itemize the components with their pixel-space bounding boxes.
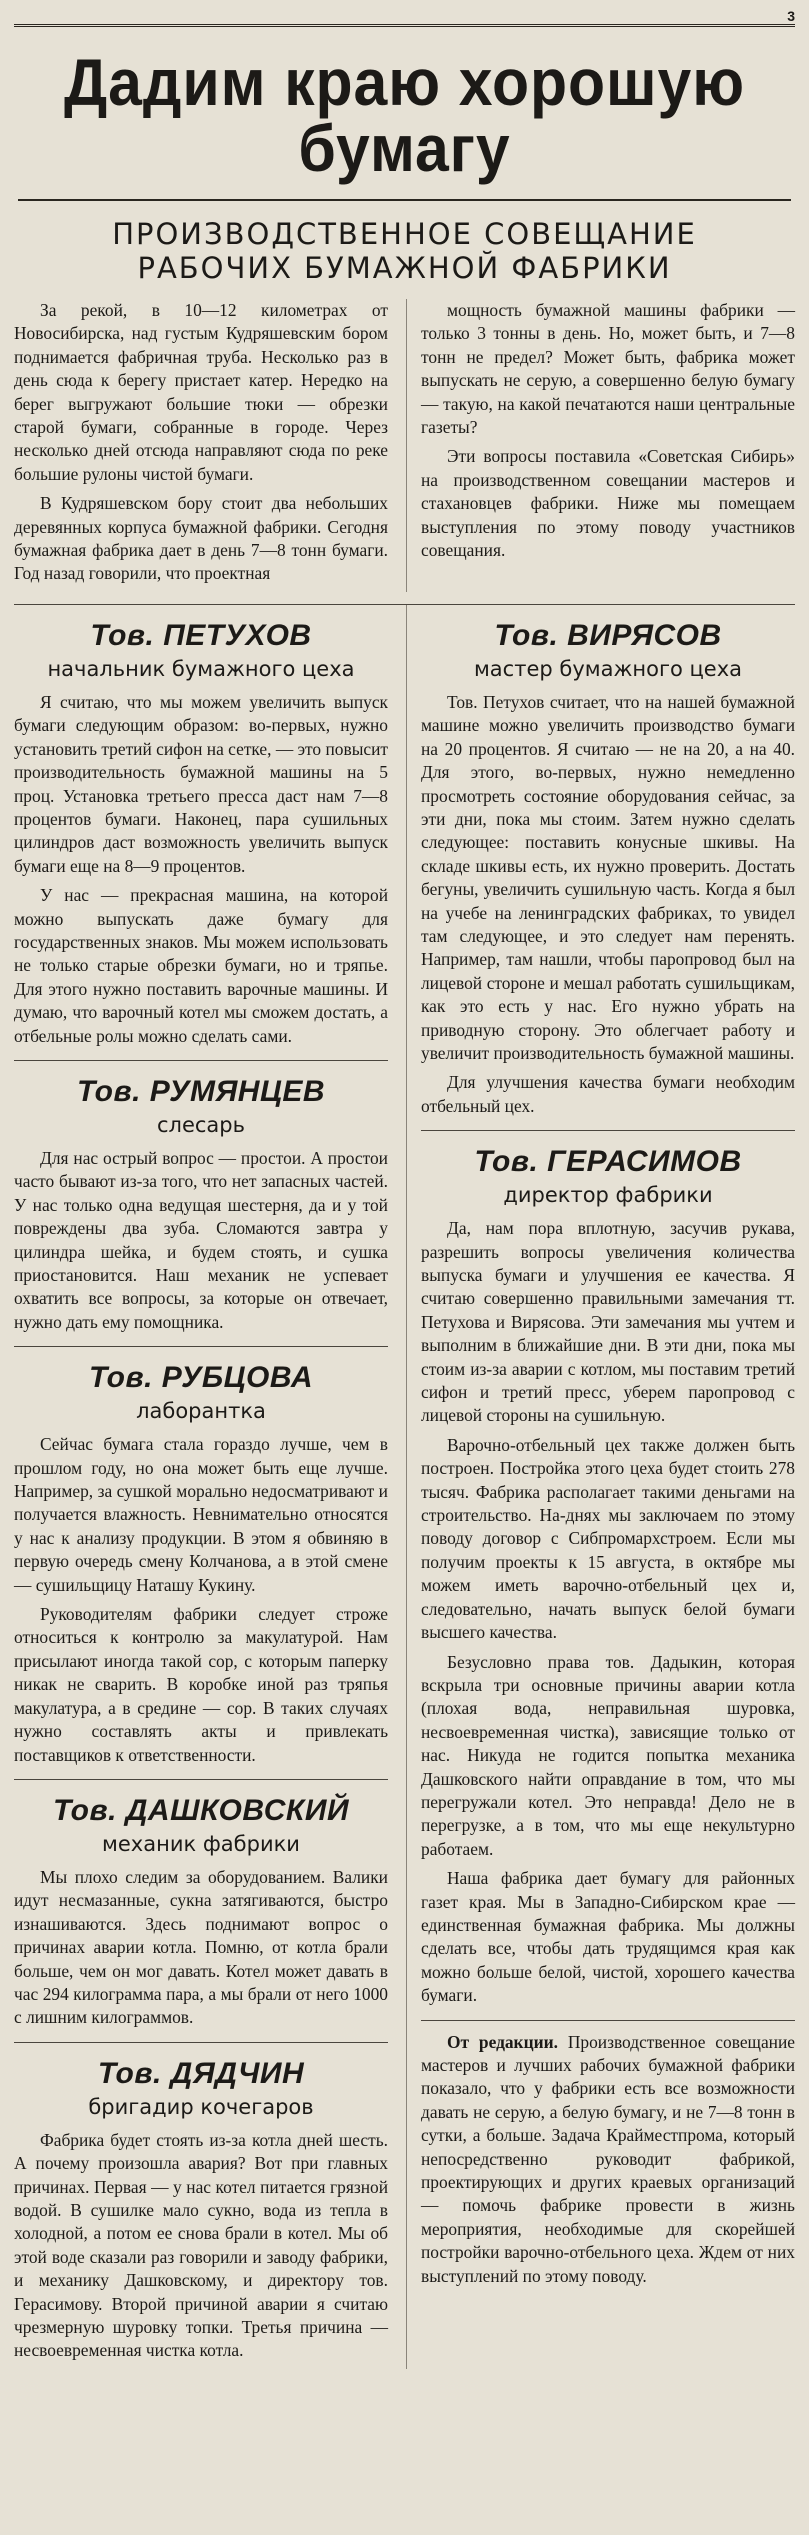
speaker-name: Тов. РУБЦОВА — [88, 1361, 314, 1395]
speech-paragraph: Я считаю, что мы можем увеличить выпуск бумаги следующим образом: во-первых, нужно установить третий сифон на сетке, — это повысит производительность бумажной машины на 5 проц. Установка третьего пресса даст нам 7—8 процентов бумаги. Наконец, пара сушильных цилиндров даст возможность увеличить выпуск бумаги еще на 8—9 процентов. — [14, 691, 388, 876]
speaker-name: Тов. ГЕРАСИМОВ — [474, 1145, 742, 1179]
speaker-name: Тов. ДАШКОВСКИЙ — [52, 1793, 350, 1827]
speech-divider — [14, 1060, 388, 1061]
speech-paragraph: Для нас острый вопрос — простои. А простои часто бывают из-за того, что нет запасных частей. У нас только одна ведущая шестерня, да и у той повреждены два зуба. Сломаются завтра у цилиндра шейка, и будем стоять, и сушка приостановится. Наш механик не успевает охватить все вопросы, за которые он отвечает, нужно дать ему помощника. — [14, 1147, 388, 1332]
speech-paragraph: Варочно-отбельный цех также должен быть построен. Постройка этого цеха будет стоить 278 тысяч. Фабрика располагает такими деньгами на строительство. На-днях мы заключаем по этому поводу договор с Сибпромархстроем. Если мы получим проекты к 15 августа, в октябре мы можем иметь варочно-отбельный цех и, следовательно, начать выпуск белой бумаги высшего качества. — [421, 1434, 795, 1643]
speech-paragraph: Руководителям фабрики следует строже относиться к контролю за макулатурой. Нам присылают иногда такой сор, с которым паперку никак не сварить. В коробке иной раз тряпья макулатура, а в средине — сор. В таких случаях нужно составлять акты и привлекать поставщиков к ответственности. — [14, 1604, 388, 1765]
intro-paragraph: За рекой, в 10—12 километрах от Новосибирска, над густым Кудряшевским бором поднимается фабричная труба. Несколько раз в день сюда к берегу пристает катер. Нередко на берег выгружают большие тюки — обрезки старой бумаги, собранные в городе. Через несколько дней отсюда направляют сюда по реке большие рулоны чистой бумаги. — [14, 300, 388, 484]
speech-divider — [14, 2042, 388, 2043]
intro-left-column — [14, 299, 388, 592]
speaker-role: мастер бумажного цеха — [473, 656, 743, 681]
speech-divider — [421, 1130, 795, 1131]
page-number: 3 — [787, 8, 795, 24]
speaker-name: Тов. ВИРЯСОВ — [494, 618, 722, 652]
speech-divider — [14, 1779, 388, 1780]
speech-paragraph: Да, нам пора вплотную, засучив рукава, разрешить вопросы увеличения количества выпуска бумаги и улучшения ее качества. Я считаю совершенно правильными замечания тт. Петухова и Вирясова. Эти замечания мы учтем и выполним в ближайшие дни. В эти дни, пока мы стоим из-за аварии с котлом, мы поставим третий сифон и третий пресс, уберем паропровод с лицевой стороны на сушильную. — [421, 1218, 795, 1426]
subheadline-line-1: ПРОИЗВОДСТВЕННОЕ СОВЕЩАНИЕ — [112, 217, 697, 251]
speaker-role: лаборантка — [136, 1399, 266, 1424]
speaker-name: Тов. ДЯДЧИН — [97, 2056, 305, 2090]
speaker-role: начальник бумажного цеха — [47, 656, 355, 681]
main-headline: Дадим краю хорошую бумагу — [63, 45, 745, 185]
speaker-role: механик фабрики — [102, 1831, 300, 1856]
speaker-role: бригадир кочегаров — [88, 2094, 314, 2119]
editor-note-text: Производственное совещание мастеров и лучших рабочих бумажной фабрики показало, что у фабрики есть все возможности давать не серую, а белую бумагу, и не 7—8 тонн в сутки, а больше. Задача Крайместпрома, который непосредственно руководит фабрикой, проектирующих и других краевых организаций — помочь фабрике провести в жизнь мероприятия, необходимые для скорейшей постройки варочно-отбельного цеха. Ждем от них выступлений по этому поводу. — [421, 2031, 795, 2286]
intro-paragraph: мощность бумажной машины фабрики — только 3 тонны в день. Но, может быть, и 7—8 тонн не предел? Может быть, фабрика может выпускать не серую, а совершенно белую бумагу — такую, на какой печатаются наши центральные газеты? — [421, 300, 795, 438]
speaker-name: Тов. ПЕТУХОВ — [90, 618, 312, 652]
intro-section — [14, 299, 795, 592]
intro-right-column — [406, 299, 795, 592]
speech-paragraph: Сейчас бумага стала гораздо лучше, чем в прошлом году, но она может быть еще лучше. Например, за сушкой морально недосматривают и получается влажность. Невнимательно относятся у нас к анализу продукции. В этом я обвиняю в первую очередь смену Колчанова, а в этой смене — сушильщицу Наташу Кукину. — [14, 1434, 388, 1595]
speech-paragraph: Наша фабрика дает бумагу для районных газет края. Мы в Западно-Сибирском крае — единственная бумажная фабрика. Мы должны сделать все, чтобы дать трудящимся края как можно больше белой, чистой, хорошего качества бумаги. — [421, 1868, 795, 2006]
speeches-section — [14, 605, 795, 2369]
intro-paragraph: Эти вопросы поставила «Советская Сибирь» на производственном совещании мастеров и стахановцев фабрики. Ниже мы помещаем выступления по этому поводу участников совещания. — [421, 446, 795, 561]
editor-note-label: От редакции. — [447, 2031, 558, 2052]
headline-rule — [18, 199, 791, 201]
speaker-role: слесарь — [156, 1112, 245, 1137]
speaker-role: директор фабрики — [503, 1183, 713, 1208]
subheadline — [14, 217, 795, 285]
subheadline-line-2: РАБОЧИХ БУМАЖНОЙ ФАБРИКИ — [137, 251, 672, 285]
left-speeches-column — [14, 605, 388, 2369]
speech-paragraph: Безусловно права тов. Дадыкин, которая вскрыла три основные причины аварии котла (плохая вода, неправильная шуровка, несвоевременная чистка), зависящие только от нас. Никуда не годится попытка механика Дашковского найти оправдание в том, что мы перегружали котел. Это неправда! Дело не в перегрузке, а в том, что мы еще некультурно работаем. — [421, 1651, 795, 1859]
speech-divider — [421, 2020, 795, 2021]
speech-paragraph: Мы плохо следим за оборудованием. Валики идут несмазанные, сукна затягиваются, быстро изнашиваются. Здесь поднимают вопрос о причинах аварии котла. Помню, от котла брали больше, чем он мог давать. Котел может давать в час 294 килограмма пара, а мы брали от него 1000 с лишним килограммов. — [14, 1866, 388, 2028]
speech-divider — [14, 1346, 388, 1347]
speech-paragraph: У нас — прекрасная машина, на которой можно выпускать даже бумагу для государственных знаков. Мы можем использовать не только старые обрезки бумаги, но и тряпье. Для этого нужно поставить варочные машины. И думаю, что варочный котел мы сможем достать, а отбельные ролы можно сделать сами. — [14, 885, 388, 1046]
speech-paragraph: Фабрика будет стоять из-за котла дней шесть. А почему произошла авария? Вот при главных причинах. Первая — у нас котел питается грязной водой. В сушилке мало сукно, вода из тепла в холодной, а потом ее снова брали в котел. Мы об этой воде сказали раз говорили и заводу фабрики, и механику Дашковскому, и директору тов. Герасимову. Второй причиной аварии я считаю чрезмерную шуровку топки. Третья причина — несвоевременная чистка котла. — [14, 2129, 388, 2361]
page-header — [14, 8, 795, 27]
editor-note — [421, 2031, 795, 2288]
intro-paragraph: В Кудряшевском бору стоит два небольших деревянных корпуса бумажной фабрики. Сегодня бумажная фабрика дает в день 7—8 тонн бумаги. Год назад говорили, что проектная — [14, 493, 388, 584]
right-speeches-column — [406, 605, 795, 2369]
speech-paragraph: Тов. Петухов считает, что на нашей бумажной машине можно увеличить производство бумаги на 20 процентов. Я считаю — не на 20, а на 40. Для этого, во-первых, нужно немедленно просмотреть состояние оборудования сейчас, за эти дни, пока мы стоим. Затем нужно сделать следующее: поставить конусные шкивы. На складе шкивы есть, их нужно проверить. Достать бегуны, увеличить сушильную часть. Когда я был на учебе на ленинградских фабриках, то увидел там следующее, и это следует нам перенять. Например, там нашли, чтобы паропровод был на лицевой стороне и мешал работать сушильщикам, как это есть у нас. Его нужно убрать на приводную сторону. Это облегчает работу и увеличит производительность бумажной машины. — [421, 691, 795, 1063]
speech-paragraph: Для улучшения качества бумаги необходим отбельный цех. — [421, 1072, 795, 1116]
speaker-name: Тов. РУМЯНЦЕВ — [76, 1074, 326, 1108]
